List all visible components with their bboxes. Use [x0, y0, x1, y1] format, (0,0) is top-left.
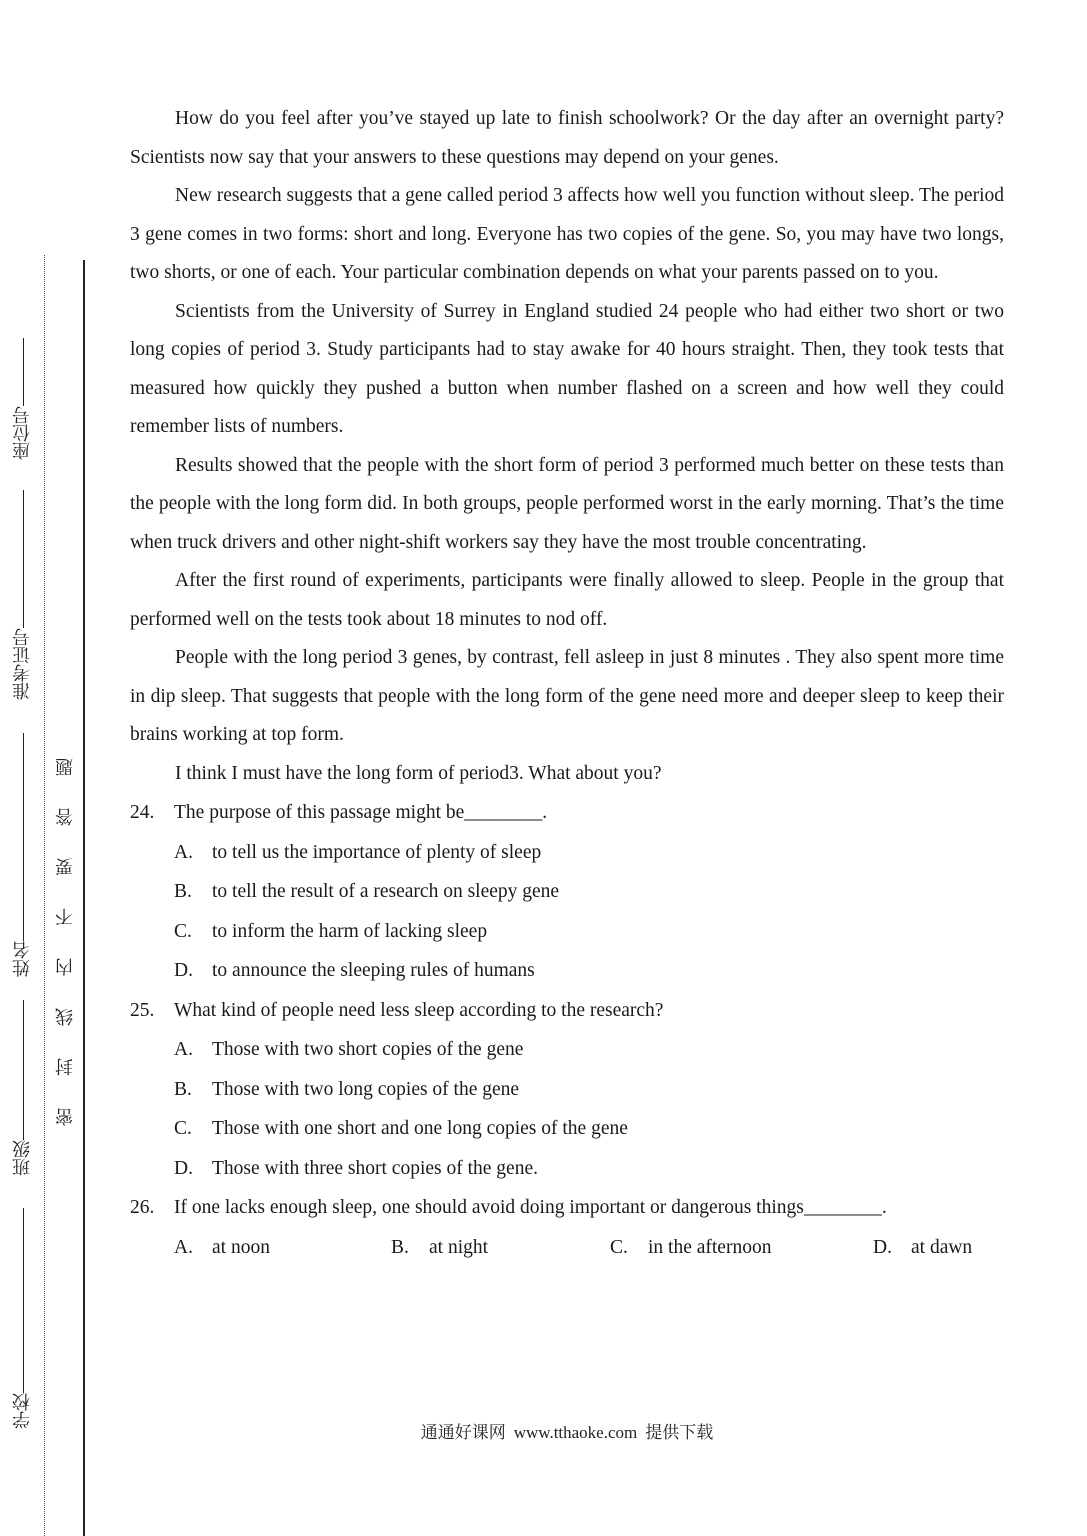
seat-number-blank: [23, 338, 24, 406]
school-label: 学校: [12, 1393, 33, 1429]
option-letter: A.: [174, 1236, 193, 1258]
option-letter: C.: [174, 920, 192, 942]
seal-char: 题: [55, 758, 76, 776]
option-text: Those with two short copies of the gene: [212, 1039, 524, 1060]
reading-passage: [130, 100, 1004, 793]
question-25: [130, 991, 1004, 1189]
footer-note: 提供下载: [645, 1423, 714, 1442]
question-stem: [130, 793, 1004, 833]
option-text: Those with one short and one long copies of the gene: [212, 1118, 628, 1139]
option-text: to tell us the importance of plenty of sleep: [212, 841, 542, 863]
seat-number-field: [8, 338, 38, 460]
option-b: [391, 1228, 610, 1268]
footer-site-link[interactable]: www.tthaoke.com: [513, 1423, 638, 1442]
page-footer: [0, 1418, 1087, 1443]
option-letter: B.: [174, 1078, 192, 1100]
passage-paragraph: New research suggests that a gene called period 3 affects how well you function without sleep. The period 3 gene comes in two forms: short and long. Everyone has two copies of the gene. So, you may have two longs, two shorts, or one of each. Your particular combination depends on what your parents passed on to you.: [130, 185, 1004, 283]
exam-id-label: 准考证号: [12, 628, 33, 700]
option-d: [130, 1149, 1004, 1189]
option-letter: C.: [174, 1118, 192, 1139]
class-label: 班级: [12, 1140, 33, 1176]
name-field: [8, 733, 38, 977]
seal-line-notice: [53, 742, 79, 1142]
question-text: What kind of people need less sleep according to the research?: [174, 999, 664, 1021]
option-letter: A.: [174, 1039, 193, 1060]
option-letter: B.: [391, 1236, 409, 1258]
option-text: at night: [429, 1236, 489, 1258]
option-text: in the afternoon: [648, 1236, 772, 1258]
passage-paragraph: After the first round of experiments, participants were finally allowed to sleep. People in the group that performed well on the tests took about 18 minutes to nod off.: [130, 570, 1004, 630]
seal-char: 内: [55, 958, 76, 976]
school-field: [8, 1208, 38, 1429]
option-b: [130, 1070, 1004, 1110]
question-number: 24.: [130, 802, 155, 823]
option-a: [130, 833, 1004, 873]
binding-solid-line: [83, 260, 85, 1536]
option-c: [130, 1109, 1004, 1149]
name-blank: [23, 733, 24, 941]
seal-char: 封: [55, 1058, 76, 1076]
option-d: [130, 951, 1004, 991]
class-field: [8, 1000, 38, 1176]
option-text: to inform the harm of lacking sleep: [212, 920, 488, 942]
seal-char: 要: [55, 858, 76, 876]
exam-id-blank: [23, 490, 24, 628]
question-text: If one lacks enough sleep, one should avoid doing important or dangerous things________.: [174, 1197, 887, 1218]
seal-char: 答: [55, 808, 76, 826]
question-24: [130, 793, 1004, 991]
question-number: 25.: [130, 999, 155, 1021]
option-text: to announce the sleeping rules of humans: [212, 960, 535, 981]
option-text: at noon: [212, 1236, 270, 1258]
seal-char: 线: [55, 1008, 76, 1026]
seat-number-label: 座位号: [12, 406, 33, 460]
seal-char: 密: [55, 1108, 76, 1126]
option-letter: D.: [174, 960, 193, 981]
seal-char: 不: [55, 908, 76, 926]
option-c: [610, 1228, 873, 1268]
question-stem: [130, 991, 1004, 1031]
passage-paragraph: Scientists from the University of Surrey in England studied 24 people who had either two short or two long copies of period 3. Study participants had to stay awake for 40 hours straight. Then, they took tests that measured how quickly they pushed a button when number flashed on a screen and how well they could remember lists of numbers.: [130, 300, 1004, 437]
exam-id-field: [8, 490, 38, 700]
question-number: 26.: [130, 1197, 155, 1218]
question-stem: [130, 1188, 1004, 1228]
option-letter: D.: [174, 1157, 193, 1179]
exam-content: [130, 100, 1004, 1267]
option-text: at dawn: [911, 1236, 973, 1258]
passage-closing: I think I must have the long form of period3. What about you?: [175, 762, 662, 784]
option-letter: D.: [873, 1236, 892, 1258]
option-b: [130, 872, 1004, 912]
passage-paragraph: People with the long period 3 genes, by contrast, fell asleep in just 8 minutes . They also spent more time in dip sleep. That suggests that people with the long form of the gene need more and deeper sleep to keep their brains working at top form.: [130, 647, 1004, 745]
option-c: [130, 912, 1004, 952]
class-blank: [23, 1000, 24, 1140]
school-blank: [23, 1208, 24, 1393]
option-text: Those with two long copies of the gene: [212, 1078, 520, 1100]
passage-paragraph: How do you feel after you’ve stayed up late to finish schoolwork? Or the day after an overnight party? Scientists now say that your answers to these questions may depend on your genes.: [130, 108, 1004, 168]
question-26: [130, 1188, 1004, 1267]
option-text: Those with three short copies of the gene.: [212, 1157, 538, 1179]
option-letter: B.: [174, 881, 192, 902]
option-letter: C.: [610, 1236, 628, 1258]
option-a: [130, 1030, 1004, 1070]
options-row: [130, 1228, 1004, 1268]
question-text: The purpose of this passage might be________.: [174, 802, 548, 823]
option-d: [873, 1228, 972, 1268]
option-a: [174, 1228, 391, 1268]
name-label: 姓名: [12, 941, 33, 977]
binding-dotted-line: [44, 255, 45, 1536]
footer-brand: 通通好课网: [420, 1423, 506, 1442]
option-text: to tell the result of a research on sleepy gene: [212, 881, 560, 902]
option-letter: A.: [174, 841, 193, 863]
passage-paragraph: Results showed that the people with the short form of period 3 performed much better on these tests than the people with the long form did. In both groups, people performed worst in the early morning. That’s the time when truck drivers and other night-shift workers say they have the most trouble concentrating.: [130, 454, 1004, 553]
